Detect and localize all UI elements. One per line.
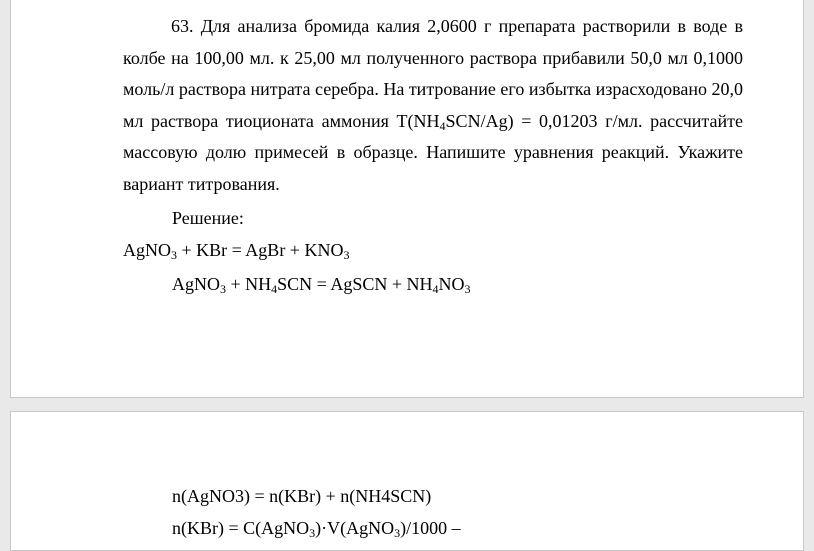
problem-text-tail: SCN/Ag) = 0,01203 г/мл. рассчитайте массовую долю примесей в образце. Напишите уравнения реакций. Укажите вариант титрования.	[123, 110, 743, 194]
subscript: 4	[439, 118, 446, 133]
subscript: 3	[309, 526, 316, 540]
equation-text: NO	[438, 274, 465, 294]
subscript: 4	[432, 282, 439, 296]
equation-text: + NH	[226, 274, 272, 294]
document-page-1	[10, 0, 804, 398]
subscript: 3	[171, 248, 177, 262]
subscript: 4	[271, 282, 278, 296]
equation-text: AgNO	[123, 240, 171, 260]
equation-text: SCN = AgSCN + NH	[277, 274, 433, 294]
equation-text: + KBr = AgBr + KNO	[177, 240, 344, 260]
problem-paragraph	[123, 11, 743, 200]
solution-label: Решение:	[172, 208, 244, 228]
equation-1	[123, 240, 349, 261]
subscript: 3	[220, 282, 226, 296]
equation-2	[172, 274, 471, 295]
subscript: 3	[394, 526, 401, 540]
subscript: 3	[464, 282, 471, 296]
formula-text: )·V(AgNO	[315, 518, 395, 538]
problem-text: 63. Для анализа бромида калия 2,0600 г препарата растворили в воде в колбе на 100,00 мл. к 25,00 мл полученного раствора прибавили 50,0 мл 0,1000 моль/л раствора нитрата серебра. На титрование его избытка израсходовано 20,0 мл раствора тиоционата аммония T(NH	[123, 16, 743, 131]
formula-text: n(KBr) = C(AgNO	[172, 518, 310, 538]
subscript: 3	[343, 248, 350, 262]
relation-line: n(AgNO3) = n(KBr) + n(NH4SCN)	[172, 486, 432, 506]
formula-text: )/1000 –	[400, 518, 461, 538]
document-page-2	[10, 411, 804, 551]
kbr-formula-line	[172, 518, 461, 539]
equation-text: AgNO	[172, 274, 220, 294]
